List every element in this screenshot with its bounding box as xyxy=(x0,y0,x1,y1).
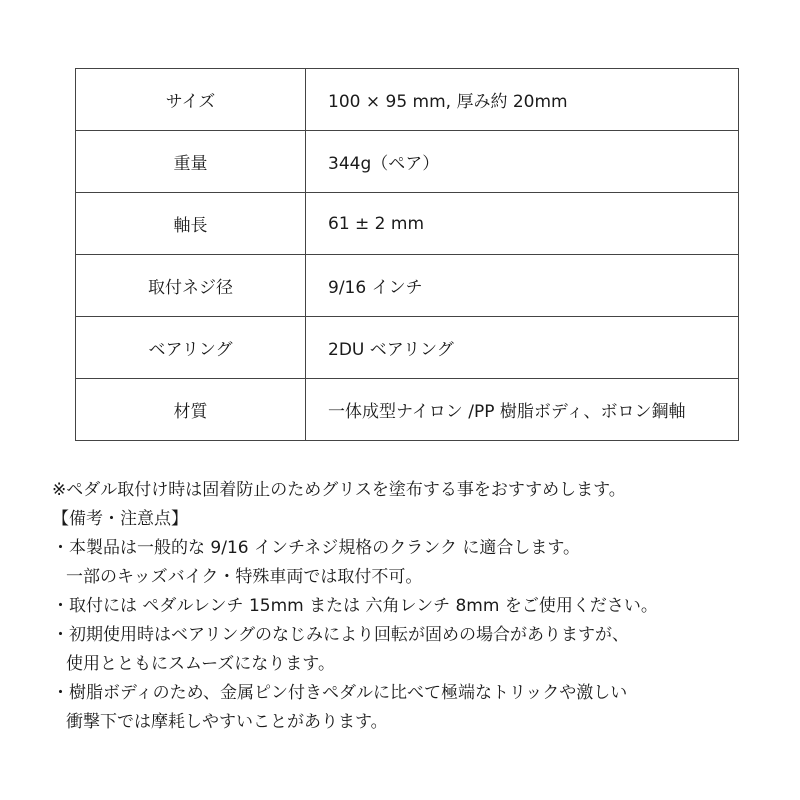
spec-label: 取付ネジ径 xyxy=(76,255,306,317)
spec-value: 2DU ベアリング xyxy=(306,317,739,379)
spec-value: 61 ± 2 mm xyxy=(306,193,739,255)
table-row xyxy=(76,131,739,193)
spec-value: 9/16 インチ xyxy=(306,255,739,317)
table-row xyxy=(76,379,739,441)
list-item xyxy=(52,534,772,592)
notes-heading: 【備考・注意点】 xyxy=(52,509,188,529)
spec-label: 重量 xyxy=(76,131,306,193)
table-row xyxy=(76,193,739,255)
recommendation-note: ※ペダル取付け時は固着防止のためグリスを塗布する事をおすすめします。 xyxy=(52,480,626,500)
list-item-text: ・樹脂ボディのため、金属ピン付きペダルに比べて極端なトリックや激しい xyxy=(52,683,628,703)
table-row xyxy=(76,69,739,131)
table-row xyxy=(76,255,739,317)
spec-value: 一体成型ナイロン /PP 樹脂ボディ、ボロン鋼軸 xyxy=(306,379,739,441)
spec-label: ベアリング xyxy=(76,317,306,379)
list-item-continuation: 一部のキッズバイク・特殊車両では取付不可。 xyxy=(66,567,423,587)
list-item-text: ・本製品は一般的な 9/16 インチネジ規格のクランク に適合します。 xyxy=(52,538,581,558)
list-item-text: ・取付には ペダルレンチ 15mm または 六角レンチ 8mm をご使用ください。 xyxy=(52,596,658,616)
notes-section xyxy=(52,476,772,737)
list-item-continuation: 使用とともにスムーズになります。 xyxy=(66,654,335,674)
spec-table xyxy=(75,68,739,441)
spec-label: サイズ xyxy=(76,69,306,131)
list-item-continuation: 衝撃下では摩耗しやすいことがあります。 xyxy=(66,712,388,732)
spec-label: 軸長 xyxy=(76,193,306,255)
list-item xyxy=(52,621,772,679)
spec-label: 材質 xyxy=(76,379,306,441)
spec-value: 100 × 95 mm, 厚み約 20mm xyxy=(306,69,739,131)
list-item xyxy=(52,679,772,737)
table-row xyxy=(76,317,739,379)
list-item-text: ・初期使用時はベアリングのなじみにより回転が固めの場合がありますが、 xyxy=(52,625,629,645)
list-item xyxy=(52,592,772,621)
spec-value: 344g（ペア） xyxy=(306,131,739,193)
